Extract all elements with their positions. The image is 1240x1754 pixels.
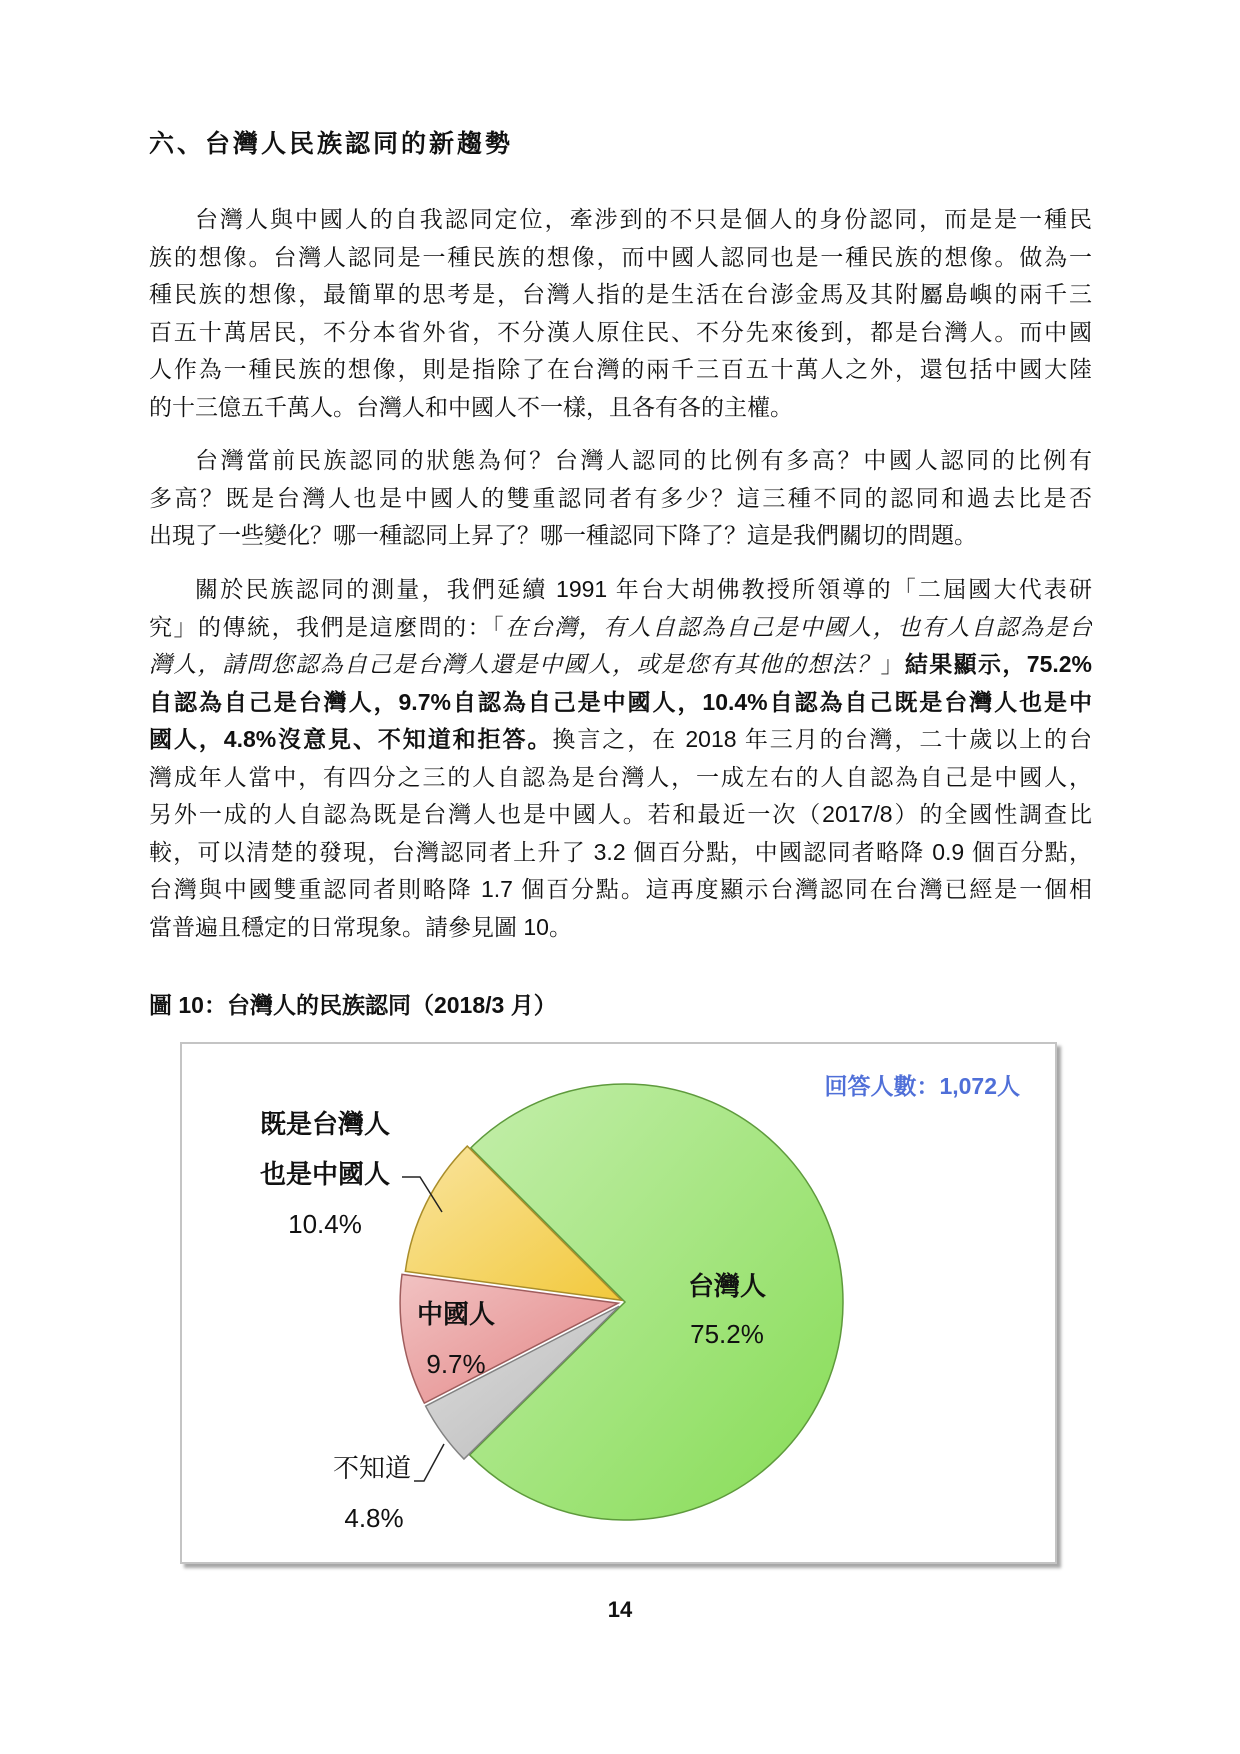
text-line: 台灣人與中國人的自我認同定位，牽涉到的不只是個人的身份認同，而是是一種民 [195, 206, 1092, 232]
slice-label-taiwanese: 台灣人 [687, 1271, 767, 1301]
slice-label-both-line2: 也是中國人 [259, 1159, 391, 1189]
text-line: 種民族的想像，最簡單的思考是，台灣人指的是生活在台澎金馬及其附屬島嶼的兩千三 [149, 281, 1092, 307]
text-line [149, 871, 1092, 909]
section-heading: 六、台灣人民族認同的新趨勢 [149, 131, 514, 158]
slice-value-taiwanese: 75.2% [690, 1319, 764, 1349]
text-line [149, 796, 1092, 834]
page-number: 14 [607, 1597, 633, 1622]
slice-label-unknown: 不知道 [332, 1453, 412, 1483]
text-line [149, 834, 1092, 872]
result-text: 國人，4.8%沒意見、不知道和拒答。 [149, 726, 553, 752]
respondent-count-note: 回答人數：1,072人 [824, 1073, 1020, 1099]
text-line [149, 571, 1092, 609]
pie-chart-frame [180, 1042, 1057, 1564]
slice-value-both: 10.4% [288, 1209, 362, 1239]
slice-label-chinese: 中國人 [416, 1299, 496, 1329]
text-run: 」 [880, 651, 905, 677]
paragraph-1 [149, 201, 1092, 426]
text-line [149, 909, 1092, 947]
text-line [149, 759, 1092, 797]
survey-question-text: 在台灣，有人自認為自己是中國人，也有人自認為是台 [505, 613, 1092, 640]
text-line: 人作為一種民族的想像，則是指除了在台灣的兩千三百五十萬人之外，還包括中國大陸 [149, 356, 1092, 382]
result-text: 自認為自己是台灣人，9.7%自認為自己是中國人，10.4%自認為自己既是台灣人也是中 [149, 688, 1092, 715]
text-run: 關於民族認同的測量，我們延續 1991 年台大胡佛教授所領導的「二屆國大代表研 [195, 576, 1092, 602]
slice-value-chinese: 9.7% [426, 1349, 486, 1379]
paragraph-3 [149, 571, 1092, 946]
survey-question-text: 灣人，請問您認為自己是台灣人還是中國人，或是您有其他的想法？ [149, 651, 881, 677]
text-run: 灣成年人當中，有四分之三的人自認為是台灣人，一成左右的人自認為自己是中國人， [149, 763, 1092, 790]
text-run: 究」的傳統，我們是這麼問的：「 [149, 613, 506, 640]
text-run: 台灣與中國雙重認同者則略降 1.7 個百分點。這再度顯示台灣認同在台灣已經是一個相 [149, 876, 1092, 902]
text-line [149, 646, 1092, 684]
text-line: 族的想像。台灣人認同是一種民族的想像，而中國人認同也是一種民族的想像。做為一 [149, 243, 1092, 270]
pie-chart [182, 1044, 1055, 1562]
text-line [149, 721, 1092, 759]
leader-line-unknown [414, 1444, 444, 1481]
slice-label-both-line1: 既是台灣人 [259, 1109, 391, 1139]
result-text: 結果顯示，75.2% [904, 651, 1092, 677]
text-run: 換言之，在 2018 年三月的台灣，二十歲以上的台 [552, 726, 1092, 752]
text-line: 台灣當前民族認同的狀態為何？台灣人認同的比例有多高？中國人認同的比例有 [195, 447, 1092, 473]
text-line: 多高？既是台灣人也是中國人的雙重認同者有多少？這三種不同的認同和過去比是否 [149, 484, 1092, 511]
slice-value-unknown: 4.8% [344, 1503, 404, 1533]
text-line: 的十三億五千萬人。台灣人和中國人不一樣，且各有各的主權。 [149, 393, 793, 420]
text-line [149, 609, 1092, 647]
text-run: 當普遍且穩定的日常現象。請參見圖 10。 [149, 913, 572, 940]
text-run: 較，可以清楚的發現，台灣認同者上升了 3.2 個百分點，中國認同者略降 0.9 個百分點， [149, 838, 1092, 865]
text-line: 出現了一些變化？哪一種認同上昇了？哪一種認同下降了？這是我們關切的問題。 [149, 522, 977, 548]
text-line [149, 684, 1092, 722]
paragraph-2 [149, 442, 1092, 555]
figure-caption: 圖 10：台灣人的民族認同（2018/3 月） [149, 992, 557, 1018]
text-run: 另外一成的人自認為既是台灣人也是中國人。若和最近一次（2017/8）的全國性調查比 [149, 801, 1092, 827]
text-line: 百五十萬居民，不分本省外省，不分漢人原住民、不分先來後到，都是台灣人。而中國 [149, 318, 1092, 345]
